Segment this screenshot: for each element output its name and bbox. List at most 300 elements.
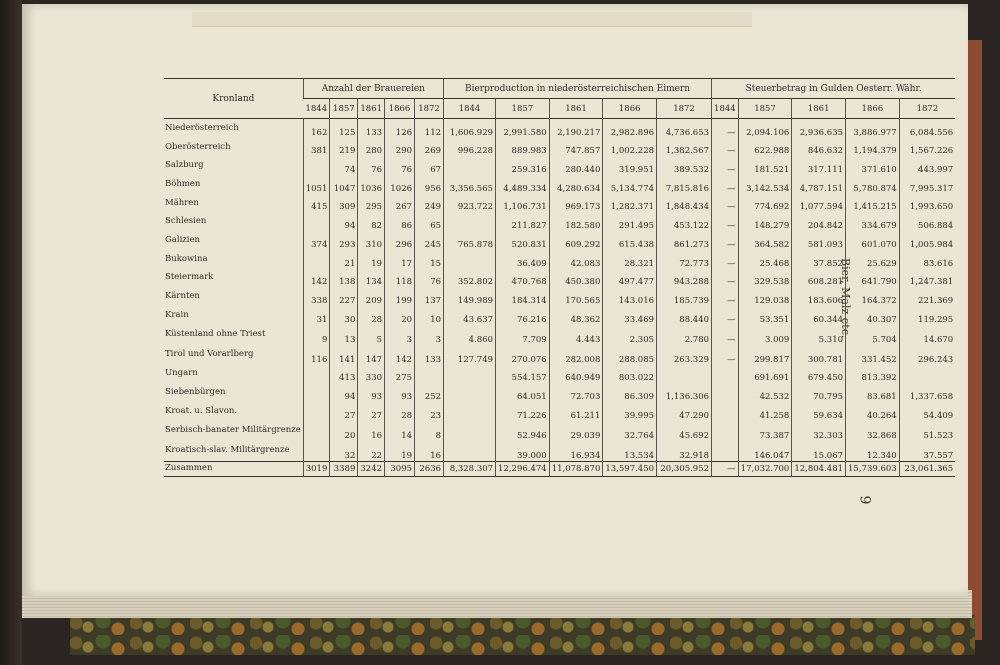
bier-cell: 149.989 [444,287,496,306]
br-cell: 3019 [303,461,330,476]
br-cell: 126 [385,119,415,138]
br-cell: 1047 [330,175,358,194]
bier-cell: 52.946 [496,421,550,441]
kronland-cell: Tirol und Vorarlberg [165,349,254,360]
st-cell: 40.264 [846,402,900,421]
st-cell: 1,993.650 [899,194,955,213]
bier-cell: 861.273 [657,231,712,250]
br-cell: 17 [385,250,415,269]
st-cell: 60.344 [792,306,846,325]
table-row [164,269,955,288]
st-cell: 25.629 [846,250,900,269]
kronland-cell: Bukowina [165,253,208,264]
table-row [164,287,955,306]
table-row [164,194,955,213]
bier-cell: 13,597.450 [603,461,657,476]
st-cell: 73.387 [738,421,792,441]
br-cell: 65 [415,212,444,231]
st-cell: — [712,156,739,175]
kronland-cell: Kroatisch-slav. Militärgrenze [165,445,290,456]
bier-cell: 4,736.653 [657,119,712,138]
st-cell: 221.369 [899,287,955,306]
st-cell: — [712,325,739,345]
br-cell: 86 [385,212,415,231]
page-number: 9 [856,495,873,505]
bier-cell [444,250,496,269]
year-header: 1857 [330,99,358,119]
bier-cell: 88.440 [657,306,712,325]
br-cell: 330 [358,365,385,384]
bier-cell: 615.438 [603,231,657,250]
bier-cell [444,421,496,441]
br-cell: 93 [358,383,385,402]
br-cell: 116 [303,345,330,365]
bier-cell: 8,328.307 [444,461,496,476]
st-cell: 148.279 [738,212,792,231]
bier-cell [444,156,496,175]
year-header: 1872 [415,99,444,119]
br-cell: 338 [303,287,330,306]
table-row [164,119,955,138]
st-cell: 1,005.984 [899,231,955,250]
bier-cell: 969.173 [549,194,603,213]
year-header: 1857 [496,99,550,119]
st-cell: 37.852 [792,250,846,269]
table-row [164,156,955,175]
kronland-cell: Mähren [165,197,199,208]
br-cell: 133 [358,119,385,138]
br-cell: 245 [415,231,444,250]
st-cell: 181.521 [738,156,792,175]
bier-cell [444,441,496,462]
br-cell: 142 [385,345,415,365]
br-cell [303,212,330,231]
st-cell: 443.997 [899,156,955,175]
bier-cell: 86.309 [603,383,657,402]
year-header: 1866 [846,99,900,119]
st-cell: 51.523 [899,421,955,441]
bier-cell: 4.860 [444,325,496,345]
br-cell: 5 [358,325,385,345]
bier-cell: 803.022 [603,365,657,384]
bier-cell: 64.051 [496,383,550,402]
st-cell: 70.795 [792,383,846,402]
st-cell: 23,061.365 [899,461,955,476]
bier-cell: 2,991.580 [496,119,550,138]
br-cell: 142 [303,269,330,288]
br-cell: 23 [415,402,444,421]
br-cell: 252 [415,383,444,402]
st-cell: 1,415.215 [846,194,900,213]
year-header: 1844 [444,99,496,119]
table-row [164,365,955,384]
br-cell: 76 [385,156,415,175]
br-cell: 295 [358,194,385,213]
bier-cell: 765.878 [444,231,496,250]
bier-cell: 13.534 [603,441,657,462]
bier-cell: 923.722 [444,194,496,213]
year-header: 1861 [358,99,385,119]
bier-cell: 36.409 [496,250,550,269]
br-cell: 28 [385,402,415,421]
st-cell: 6,084.556 [899,119,955,138]
book-cover-edge [968,40,982,640]
br-cell: 267 [385,194,415,213]
st-cell: 601.070 [846,231,900,250]
year-header: 1866 [603,99,657,119]
book-binding [0,0,22,665]
br-cell [303,421,330,441]
st-cell: 334.679 [846,212,900,231]
bier-cell: 182.580 [549,212,603,231]
bier-cell [444,212,496,231]
st-cell: 581.093 [792,231,846,250]
kronland-cell: Steiermark [165,272,214,283]
st-cell [712,365,739,384]
st-cell: 15.067 [792,441,846,462]
table-row [164,306,955,325]
bier-cell: 185.739 [657,287,712,306]
bier-cell: 42.083 [549,250,603,269]
br-cell: 125 [330,119,358,138]
st-cell [712,441,739,462]
br-cell: 413 [330,365,358,384]
bier-cell: 12,296.474 [496,461,550,476]
bier-cell: 7.709 [496,325,550,345]
br-cell: 290 [385,138,415,157]
total-row [164,461,955,476]
st-cell: 15,739.603 [846,461,900,476]
br-cell: 30 [330,306,358,325]
st-cell: 119.295 [899,306,955,325]
st-cell: 3.009 [738,325,792,345]
st-cell: 5.310 [792,325,846,345]
bier-cell: 282.008 [549,345,603,365]
st-cell: — [712,231,739,250]
br-cell: 76 [358,156,385,175]
bier-cell: 143.016 [603,287,657,306]
st-cell: — [712,345,739,365]
bier-cell: 2,190.217 [549,119,603,138]
st-cell: 12.340 [846,441,900,462]
table-body [164,119,955,477]
bier-cell: 7,815.816 [657,175,712,194]
st-cell: 622.988 [738,138,792,157]
br-cell: 381 [303,138,330,157]
bier-cell: 497.477 [603,269,657,288]
bier-cell: 76.216 [496,306,550,325]
br-cell: 296 [385,231,415,250]
br-cell: 1036 [358,175,385,194]
st-cell: 14.670 [899,325,955,345]
year-header: 1872 [899,99,955,119]
br-cell [303,441,330,462]
kronland-cell: Ungarn [165,368,198,379]
st-cell: 12,804.481 [792,461,846,476]
br-cell: 134 [358,269,385,288]
bier-cell: 1,106.731 [496,194,550,213]
st-cell: 774.692 [738,194,792,213]
bier-cell: 554.157 [496,365,550,384]
br-cell: 275 [385,365,415,384]
st-cell: — [712,212,739,231]
bier-cell: 32.918 [657,441,712,462]
br-cell [303,383,330,402]
st-cell: 5,780.874 [846,175,900,194]
table-row [164,250,955,269]
kronland-cell: Galizien [165,234,200,245]
table-row [164,345,955,365]
bier-cell: 2.780 [657,325,712,345]
st-cell: 40.307 [846,306,900,325]
br-cell [303,250,330,269]
st-cell: 2,094.106 [738,119,792,138]
bier-cell: 450.380 [549,269,603,288]
bier-cell: 61.211 [549,402,603,421]
table-row [164,402,955,421]
st-cell: 1,567.226 [899,138,955,157]
br-cell: 956 [415,175,444,194]
st-cell: 7,995.317 [899,175,955,194]
st-cell: — [712,287,739,306]
br-cell: 137 [415,287,444,306]
br-cell: 1051 [303,175,330,194]
bier-cell: 211.827 [496,212,550,231]
br-cell: 309 [330,194,358,213]
st-cell: 691.691 [738,365,792,384]
st-cell: 164.372 [846,287,900,306]
st-cell: 506.884 [899,212,955,231]
statistics-table [164,78,955,477]
bier-cell: 47.290 [657,402,712,421]
br-cell: 13 [330,325,358,345]
bier-cell: 889.983 [496,138,550,157]
bier-cell: 71.226 [496,402,550,421]
st-cell [712,421,739,441]
br-cell: 14 [385,421,415,441]
bier-cell: 1,282.371 [603,194,657,213]
st-cell: 300.781 [792,345,846,365]
bier-cell: 996.228 [444,138,496,157]
br-cell: 227 [330,287,358,306]
bier-cell: 39.000 [496,441,550,462]
br-cell: 3242 [358,461,385,476]
brauereien-header: Anzahl der Brauereien [303,79,443,99]
bier-cell: 20,305.952 [657,461,712,476]
st-cell: 299.817 [738,345,792,365]
br-cell: 27 [330,402,358,421]
br-cell: 138 [330,269,358,288]
bierproduction-header: Bierproduction in niederösterreichischen Eimern [444,79,712,99]
bier-cell [444,402,496,421]
bier-cell: 48.362 [549,306,603,325]
kronland-cell: Zusammen [164,461,303,476]
bier-cell: 280.440 [549,156,603,175]
kronland-cell: Niederösterreich [165,122,239,133]
table-row [164,421,955,441]
st-cell: 59.634 [792,402,846,421]
st-cell: — [712,175,739,194]
br-cell [303,156,330,175]
bier-cell: 259.316 [496,156,550,175]
bier-cell: 4.443 [549,325,603,345]
st-cell: 364.582 [738,231,792,250]
kronland-cell: Schlesien [165,216,207,227]
st-cell [712,383,739,402]
br-cell: 269 [415,138,444,157]
br-cell: 19 [385,441,415,462]
br-cell: 199 [385,287,415,306]
bier-cell: 1,606.929 [444,119,496,138]
bier-cell: 4,489.334 [496,175,550,194]
br-cell: 280 [358,138,385,157]
br-cell: 133 [415,345,444,365]
st-cell: 83.616 [899,250,955,269]
st-cell: 1,077.594 [792,194,846,213]
br-cell: 32 [330,441,358,462]
st-cell: 371.610 [846,156,900,175]
kronland-cell: Oberösterreich [165,141,231,152]
bier-cell: 39.995 [603,402,657,421]
year-header: 1857 [738,99,792,119]
br-cell: 310 [358,231,385,250]
br-cell: 3095 [385,461,415,476]
br-cell: 94 [330,383,358,402]
st-cell: 1,194.379 [846,138,900,157]
bier-cell: 28.321 [603,250,657,269]
bier-cell: 2,982.896 [603,119,657,138]
br-cell: 3389 [330,461,358,476]
bier-cell: 291.495 [603,212,657,231]
br-cell: 16 [415,441,444,462]
year-header: 1861 [792,99,846,119]
table-row [164,138,955,157]
year-header: 1866 [385,99,415,119]
kronland-cell: Küstenland ohne Triest [165,329,266,340]
bier-cell: 5,134.774 [603,175,657,194]
bier-cell: 470.768 [496,269,550,288]
bier-cell: 453.122 [657,212,712,231]
bier-cell: 3,356.565 [444,175,496,194]
st-cell: 1,247.381 [899,269,955,288]
bier-cell: 352.802 [444,269,496,288]
st-cell: 146.047 [738,441,792,462]
bier-cell: 127.749 [444,345,496,365]
margin-note: Bier, Malz etc. [839,258,852,339]
st-cell: 17,032.700 [738,461,792,476]
torn-paper-strip [192,12,752,27]
bier-cell: 1,848.434 [657,194,712,213]
br-cell: 93 [385,383,415,402]
table-row [164,231,955,250]
bier-cell: 389.532 [657,156,712,175]
br-cell: 20 [330,421,358,441]
st-cell [712,402,739,421]
bier-cell: 4,280.634 [549,175,603,194]
kronland-cell: Salzburg [165,160,204,171]
br-cell: 76 [415,269,444,288]
br-cell: 94 [330,212,358,231]
bier-cell: 288.085 [603,345,657,365]
br-cell: 3 [415,325,444,345]
br-cell: 219 [330,138,358,157]
br-cell: 67 [415,156,444,175]
st-cell: 32.868 [846,421,900,441]
br-cell [415,365,444,384]
br-cell: 22 [358,441,385,462]
st-cell: 296.243 [899,345,955,365]
br-cell: 141 [330,345,358,365]
bier-cell: 319.951 [603,156,657,175]
br-cell: 162 [303,119,330,138]
st-cell: — [712,138,739,157]
st-cell: — [712,461,739,476]
st-cell: 4,787.151 [792,175,846,194]
br-cell: 209 [358,287,385,306]
br-cell: 9 [303,325,330,345]
br-cell: 112 [415,119,444,138]
table-row [164,175,955,194]
st-cell: — [712,306,739,325]
bier-cell: 263.329 [657,345,712,365]
bier-cell: 72.773 [657,250,712,269]
kronland-cell: Kärnten [165,291,200,302]
br-cell: 118 [385,269,415,288]
bier-cell: 609.292 [549,231,603,250]
br-cell: 16 [358,421,385,441]
st-cell: 329.538 [738,269,792,288]
kronland-cell: Siebenbürgen [165,387,226,398]
st-cell: — [712,194,739,213]
br-cell: 147 [358,345,385,365]
br-cell: 8 [415,421,444,441]
kronland-header: Kronland [164,79,303,119]
st-cell: 813.392 [846,365,900,384]
bier-cell [657,365,712,384]
st-cell: 32.303 [792,421,846,441]
bier-cell [444,365,496,384]
st-cell: — [712,119,739,138]
st-cell: 1,337.658 [899,383,955,402]
bier-cell [444,383,496,402]
bier-cell: 33.469 [603,306,657,325]
bier-cell: 1,382.567 [657,138,712,157]
bier-cell: 170.565 [549,287,603,306]
year-header: 1872 [657,99,712,119]
st-cell: — [712,250,739,269]
header-row-groups [164,79,955,99]
year-header: 1844 [303,99,330,119]
br-cell: 19 [358,250,385,269]
kronland-cell: Böhmen [165,178,201,189]
br-cell: 374 [303,231,330,250]
bier-cell: 943.288 [657,269,712,288]
br-cell: 10 [415,306,444,325]
table-row [164,325,955,345]
table-row [164,441,955,462]
br-cell: 28 [358,306,385,325]
table-row [164,383,955,402]
br-cell: 249 [415,194,444,213]
br-cell: 82 [358,212,385,231]
st-cell: 83.681 [846,383,900,402]
st-cell: 608.281 [792,269,846,288]
bier-cell: 747.857 [549,138,603,157]
br-cell: 21 [330,250,358,269]
st-cell: 3,142.534 [738,175,792,194]
year-header: 1844 [712,99,739,119]
steuerbetrag-header: Steuerbetrag in Gulden Oesterr. Währ. [712,79,956,99]
